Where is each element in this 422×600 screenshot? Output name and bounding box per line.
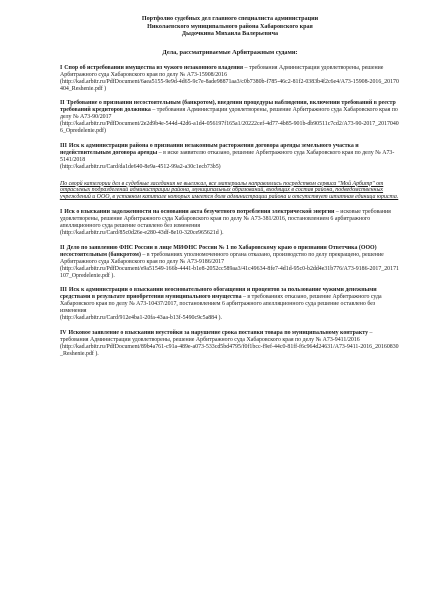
note-text: По сворй категории дел в судебные заседания не выезжал, все материалы направлялись посредством сервиса "Мой Арбитр" от отраслевых подразделений администрации района, муниципальных образований, входящих в состав района, подведомственных учреждений и ООО, в уставном капитале которых имеется доля администрации района и отсутствует штатная единица юриста. xyxy=(60,180,399,201)
case-title: Исковое заявление о взыскании неустойки за нарушение срока поставки товара по муниципальному контракту xyxy=(68,329,369,336)
case-number: II xyxy=(60,100,65,107)
case-number: IV xyxy=(60,329,67,336)
remote-participation-note xyxy=(60,181,400,202)
case-outcome: – требования Администрации удовлетворены, решение Арбитражного суда Хабаровского края по делу № А73-15908/2016 xyxy=(60,64,384,78)
case-title: Иск к администрации о взыскании неосновательного обогащения и процентов за пользование чужими денежными средствами в результате приобретения муниципального имущества xyxy=(60,287,377,301)
case-title: Спор об истребовании имущества из чужого незаконного владения xyxy=(64,64,244,71)
case-title: Требование о признании несостоятельным (банкротом), введении процедуры наблюдения, включении требований в реестр требований кредиторов должника xyxy=(60,100,396,114)
case-link[interactable]: (http://kad.arbitr.ru/Card/912e4ba1-20fa-43aa-b13f-5490c9c5a884 ). xyxy=(60,315,222,322)
case-outcome: – требования Администрации удовлетворены, решение Арбитражного суда Хабаровского края по делу № А73-90/2017 xyxy=(60,107,398,121)
case-block-4 xyxy=(60,209,400,237)
case-block-6 xyxy=(60,287,400,322)
case-link[interactable]: (http://kad.arbitr.ru/PdfDocument/2e2d9b4e-544d-42d6-a1d4-056197f165a1/20222cef-4d77-4b85-901b-db90511c7cd2/A73-90-2017_20170406_Opredelenie.pdf) xyxy=(60,121,399,135)
case-outcome: – исковые требования удовлетворены, решение Арбитражного суда Хабаровского края по делу № А73-381/2016, постановлением 6 арбитражного апелляционного суда решение оставлено без изменения xyxy=(60,209,391,230)
case-link[interactable]: (http://kad.arbitr.ru/PdfDocument/89b4a761-c91a-489e-a073-533cd5bd4795/f0f1bcc-f9ef-44c0-81ff-f6c964d24631/A73-9411-2016_20160830_Reshenie.pdf ). xyxy=(60,343,399,357)
case-title: Дело по заявлению ФНС России в лице МИФНС России № 1 по Хабаровскому краю о признании Ответчика (ООО) несостоятельным (банкротом) xyxy=(60,244,377,258)
case-number: III xyxy=(60,142,67,149)
case-outcome: – в требованиях отказано, решение Арбитражного суда Хабаровского края по делу № А73-10437/2017, постановлением 6 арбитражного апелляционного суда решение оставлено без изменения xyxy=(60,294,382,315)
case-block-5 xyxy=(60,245,400,280)
case-title: Иск к администрации района о признании незаконным расторжения договора аренды земельного участка и недействительным договора аренды xyxy=(60,142,359,156)
case-block-1 xyxy=(60,65,400,93)
case-title: Иск о взыскании задолженности на основании акта безучетного потребления электрической энергии xyxy=(64,209,335,216)
case-number: I xyxy=(60,209,63,216)
case-link[interactable]: (http://kad.arbitr.ru/Card/85c0d26e-e280-43df-8e10-320ce965621d ). xyxy=(60,230,224,236)
case-link[interactable]: (http://kad.arbitr.ru/Card/da1de640-8e9a-4512-99a2-a30c1ecb73b5) xyxy=(60,163,221,170)
case-block-3 xyxy=(60,143,400,171)
case-number: I xyxy=(60,64,63,71)
document-header xyxy=(60,16,400,39)
case-block-7 xyxy=(60,330,400,358)
header-line-1: Портфолио судебных дел главного специалиста администрации xyxy=(141,16,319,22)
case-block-2 xyxy=(60,100,400,135)
case-number: III xyxy=(60,287,67,294)
case-number: II xyxy=(60,244,65,251)
case-link[interactable]: (http://kad.arbitr.ru/PdfDocument/e9a51549-166b-4441-b1e8-2052cc589aa3/41c49634-8fe7-4d1d-95c0-b2dd4e31b776/A73-9186-2017_20171107_Opredelenie.pdf ). xyxy=(60,265,399,279)
header-line-2: Николаевского муниципального района Хабаровского края xyxy=(147,23,313,30)
case-outcome: – требования Администрации удовлетворены, решение Арбитражного суда Хабаровского края по делу № А73-9411/2016 xyxy=(60,329,373,343)
case-outcome: – в иске заявителю отказано, решение Арбитражного суда Хабаровского края по делу № А73-5141/2018 xyxy=(60,149,395,163)
case-link[interactable]: (http://kad.arbitr.ru/PdfDocument/6aea5155-9e9d-4d65-9c7e-8ade98871aa3/c0b7380b-f785-46c2-81f2-0383b4f2c6e4/A73-15908-2016_20170404_Reshenie.pdf ) xyxy=(60,78,399,92)
header-line-3: Дыдочкина Михаила Валерьевича xyxy=(181,31,279,38)
case-outcome: – в требованиях уполномоченного органа отказано, производство по делу прекращено, решение Арбитражного суда Хабаровского края по делу № А73-9186/2017 xyxy=(60,251,384,265)
section-subtitle: Дела, рассматриваемые Арбитражным судами: xyxy=(162,48,298,56)
